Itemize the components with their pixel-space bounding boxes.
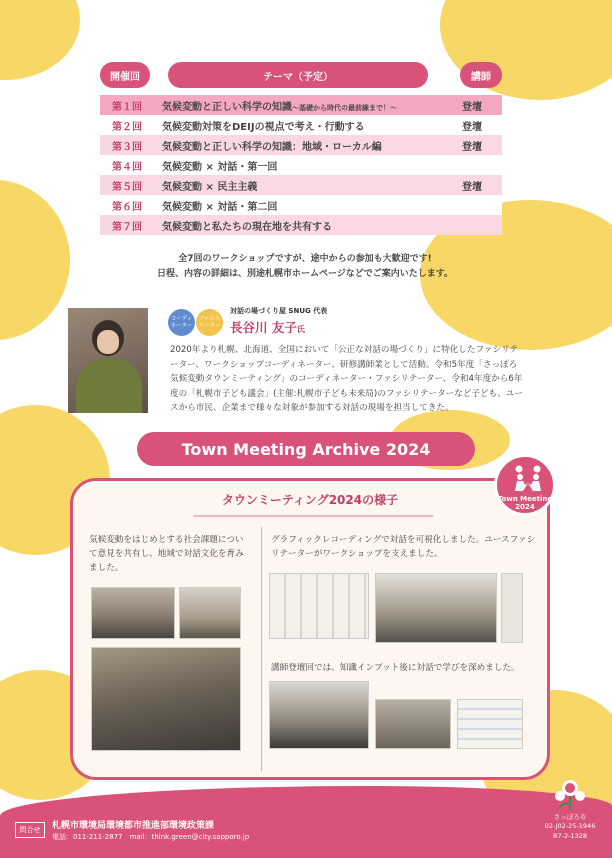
badge-line-2: 2024 <box>515 503 535 511</box>
session-number: 第６回 <box>112 201 142 213</box>
archive-title: Town Meeting Archive 2024 <box>137 432 475 466</box>
note-line-2: 日程、内容の詳細は、別途札幌市ホームページなどでご案内いたします。 <box>156 269 454 279</box>
session-lecturer: 登壇 <box>462 121 482 133</box>
department-name: 札幌市環境局環境都市推進部環境政策課 <box>52 821 215 831</box>
session-theme-main: 気候変動と正しい科学の知識 <box>162 101 292 113</box>
decor-blob <box>0 180 70 340</box>
doc-code-2: R7-2-1328 <box>552 832 588 840</box>
archive-text-left: 気候変動をはじめとする社会課題について意見を共有し、地域で対話文化を育みました。 <box>89 535 244 573</box>
event-photo <box>91 647 241 751</box>
session-number: 第７回 <box>112 221 142 233</box>
facilitator-org: 対話の場づくり屋 SNUG 代表 <box>230 307 328 315</box>
role-facilitator-badge: ファシリテーター <box>196 309 223 336</box>
schedule-table <box>100 95 502 235</box>
header-theme: テーマ（予定） <box>168 62 428 88</box>
doc-code-1: 02-J02-25-1946 <box>544 822 596 830</box>
schedule-row <box>100 95 502 115</box>
badge-line-1: Town Meeting <box>497 495 553 503</box>
schedule-row <box>100 155 502 175</box>
graphic-record-photo <box>269 573 369 639</box>
town-meeting-badge <box>494 454 556 516</box>
session-theme: 気候変動と私たちの現在地を共有する <box>162 221 332 233</box>
logo-name: さっぽろ市 <box>553 813 587 821</box>
facilitator-name-text: 長谷川 友子 <box>230 320 297 335</box>
session-lecturer: 登壇 <box>462 101 482 113</box>
people-talking-icon <box>511 465 545 491</box>
note-line-1: 全7回のワークショップですが、途中からの参加も大歓迎です! <box>178 254 432 264</box>
session-theme <box>162 98 442 113</box>
graphic-record-photo <box>501 573 523 643</box>
archive-subtitle: タウンミーティング2024の様子 <box>221 493 399 507</box>
schedule-row <box>100 195 502 215</box>
session-theme: 気候変動 × 対話・第一回 <box>162 161 278 173</box>
facilitator-name <box>230 318 305 336</box>
decor-blob <box>0 0 80 80</box>
schedule-row <box>100 175 502 195</box>
session-theme: 気候変動と正しい科学の知識：地域・ローカル編 <box>162 141 382 153</box>
lecture-photo <box>269 681 369 749</box>
session-number: 第４回 <box>112 161 142 173</box>
session-number: 第２回 <box>112 121 142 133</box>
session-lecturer: 登壇 <box>462 181 482 193</box>
session-lecturer: 登壇 <box>462 141 482 153</box>
schedule-row <box>100 215 502 235</box>
archive-text-right-top: グラフィックレコーディングで対話を可視化しました。ユースファシリテーターがワークショップを支えました。 <box>271 535 536 559</box>
session-number: 第５回 <box>112 181 142 193</box>
sapporo-logo <box>540 778 600 848</box>
facilitator-honorific: 氏 <box>296 325 305 334</box>
subtitle-underline <box>193 515 433 517</box>
session-number: 第３回 <box>112 141 142 153</box>
facilitator-photo <box>68 308 148 413</box>
event-photo <box>179 587 241 639</box>
facilitator-bio: 2020年より札幌、北海道、全国において「公正な対話の場づくり」に特化したファシリテーター、ワークショップコーディネーター、研修講師業として活動。令和5年度「さっぽろ気候変動タウンミーティング」のコーディネーター・ファシリテーター、令和4年度から6年度の「札幌市子ども議会」(主催:札幌市子ども未来局)のファシリテーターなど子ども、ユースから市民、企業まで様々な対象が参加する対話の現場を担当してきた。 <box>170 345 524 413</box>
graphic-record-photo <box>457 699 523 749</box>
session-theme-sub: ～基礎から時代の最前線まで！～ <box>292 103 397 112</box>
column-divider <box>261 527 262 771</box>
archive-text-right-bottom: 講師登壇回では、知識インプット後に対話で学びを深めました。 <box>271 663 520 673</box>
lecture-photo <box>375 699 451 749</box>
header-session: 開催回 <box>100 62 150 88</box>
schedule-row <box>100 135 502 155</box>
contact-details: 電話：011-211-2877 mail：think.green@city.sapporo.jp <box>52 833 250 841</box>
contact-label: 問合せ <box>15 822 45 838</box>
schedule-row <box>100 115 502 135</box>
header-lecturer: 講師 <box>460 62 502 88</box>
event-photo <box>375 573 497 643</box>
schedule-note <box>130 252 480 282</box>
lilac-flower-icon <box>550 778 590 810</box>
session-theme: 気候変動 × 民主主義 <box>162 181 258 193</box>
session-number: 第１回 <box>112 101 142 113</box>
session-theme: 気候変動 × 対話・第二回 <box>162 201 278 213</box>
role-coordinator-badge: コーディネーター <box>168 309 195 336</box>
archive-box <box>70 478 550 780</box>
session-theme: 気候変動対策をDEIJの視点で考え・行動する <box>162 121 365 133</box>
event-photo <box>91 587 175 639</box>
